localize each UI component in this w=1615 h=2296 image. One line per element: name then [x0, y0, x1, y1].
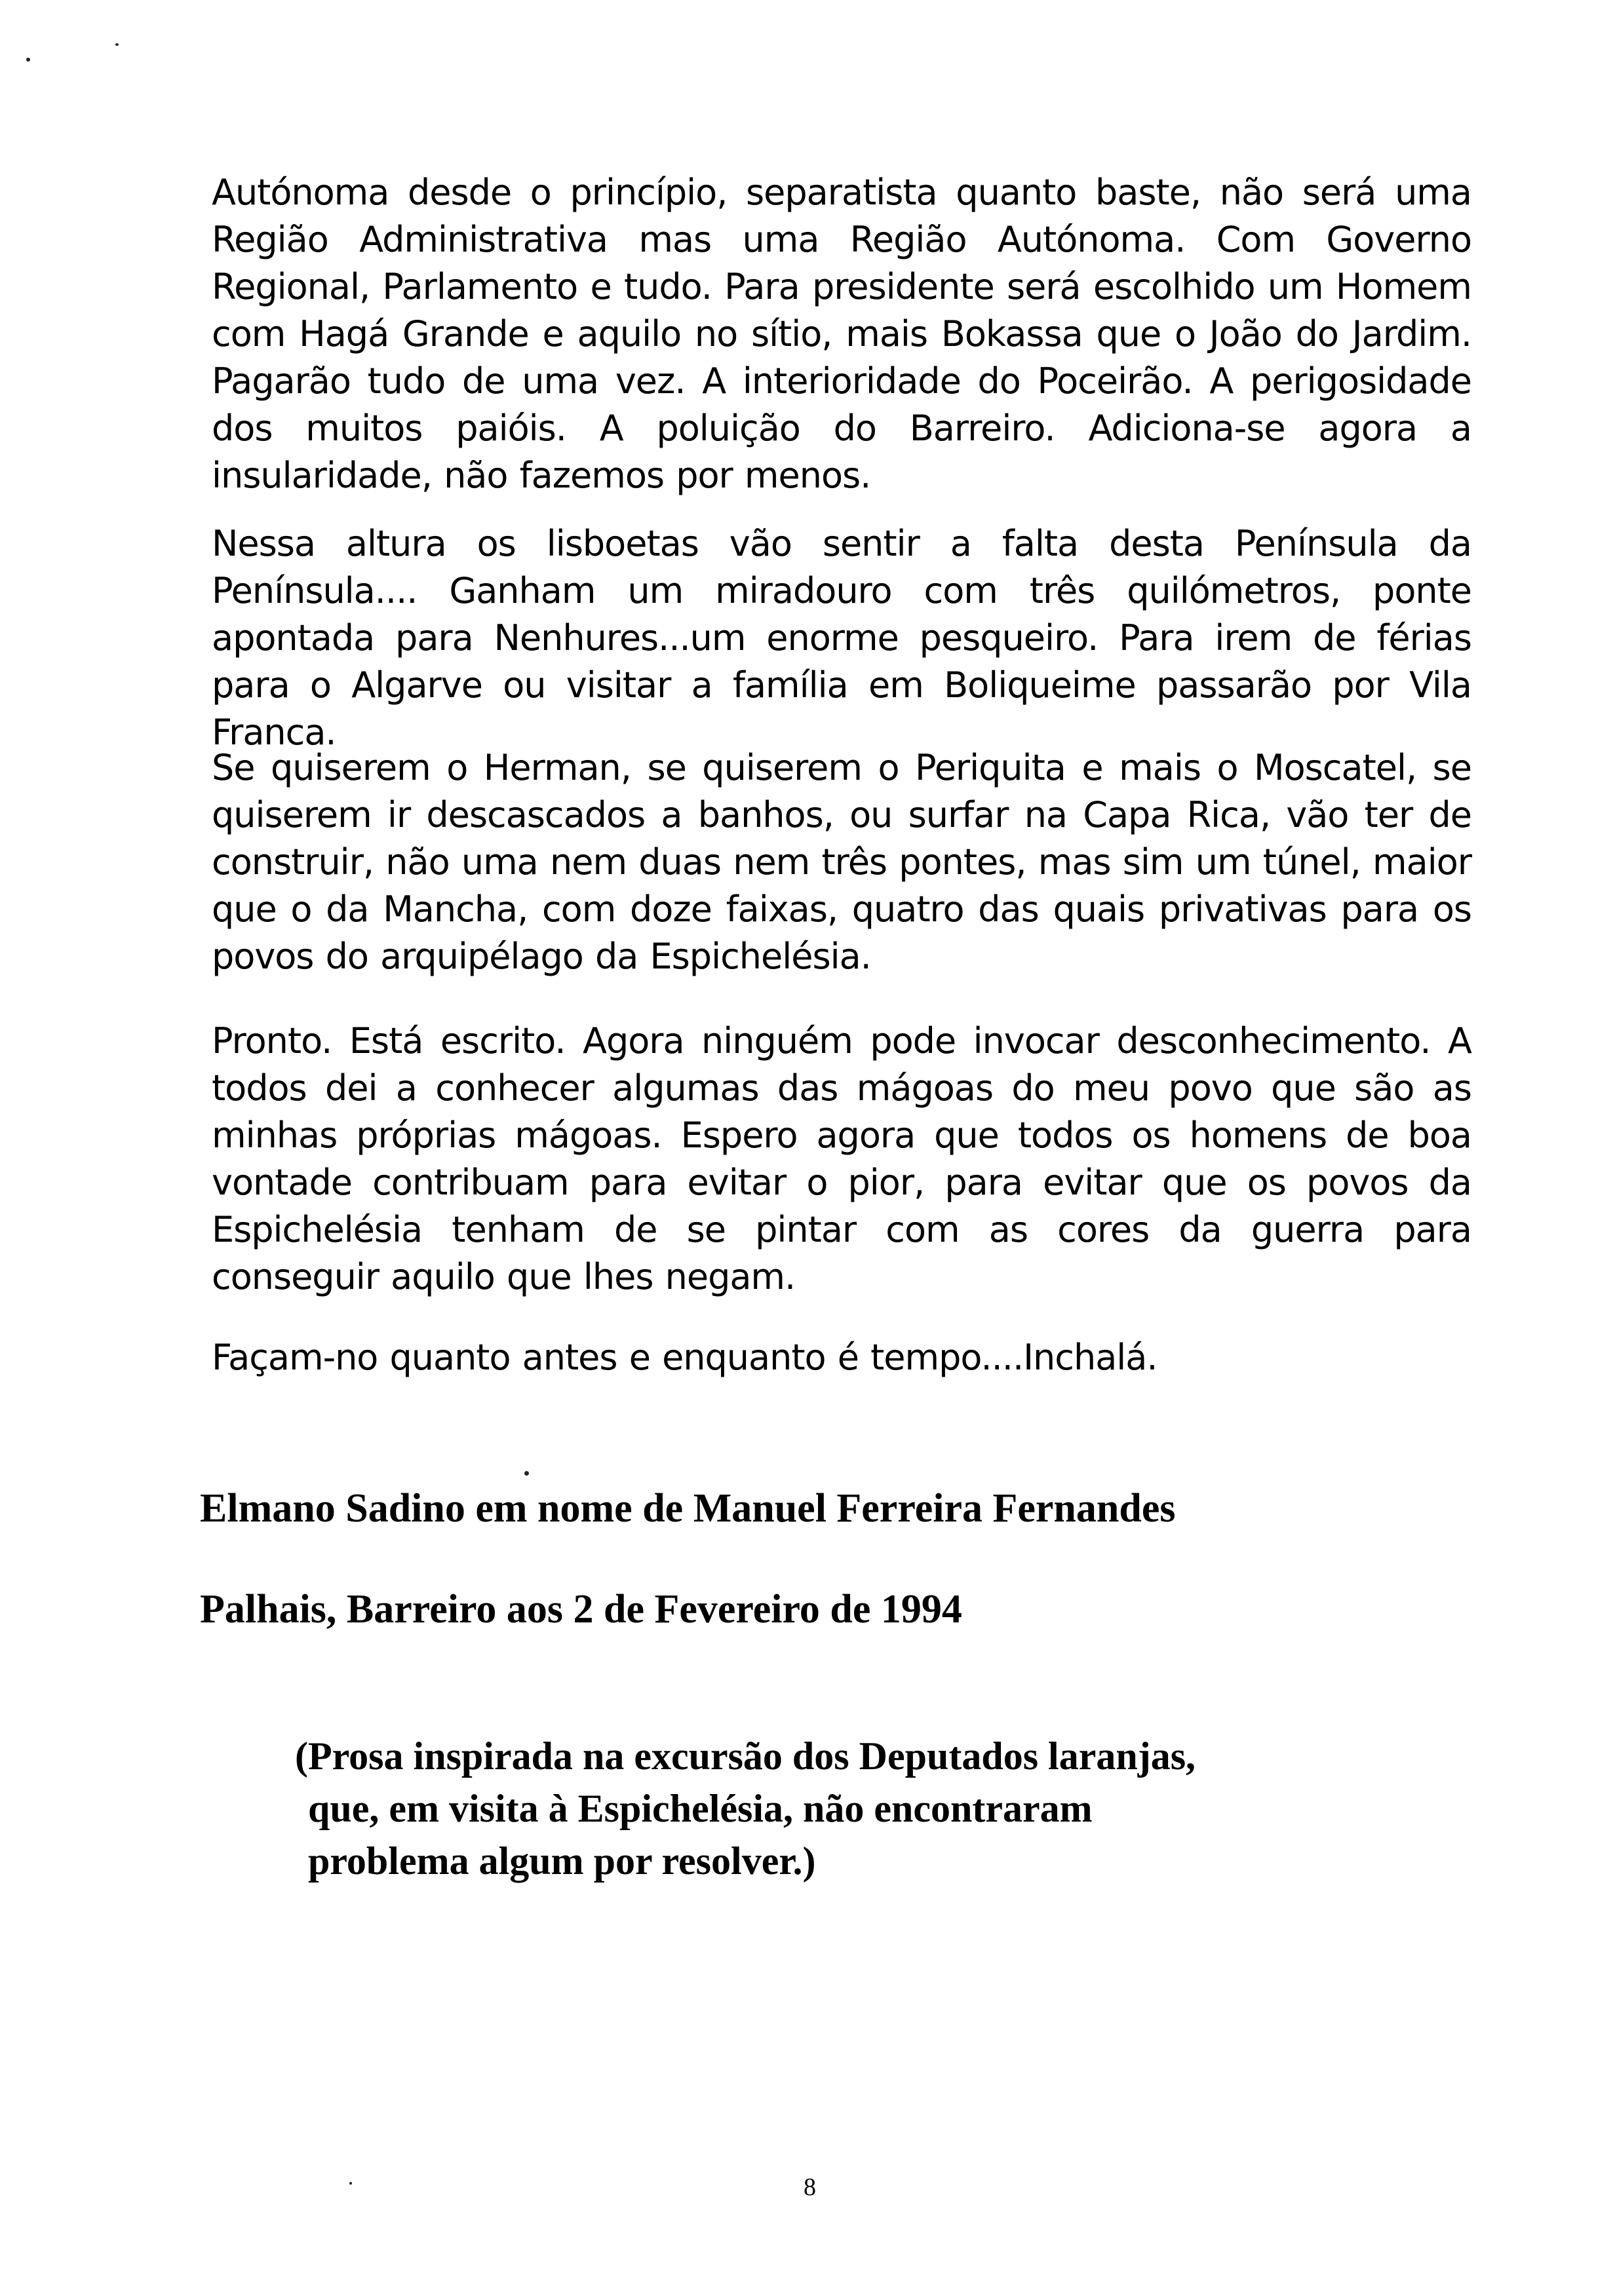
closing-note [295, 1730, 1196, 1887]
paragraph-declaration: Pronto. Está escrito. Agora ninguém pode invocar desconhecimento. A todos dei a conhecer algumas das mágoas do meu povo que são as minhas próprias mágoas. Espero agora que todos os homens de boa vontade contribuam para evitar o pior, para evitar que os povos da Espichelésia tenham de se pintar com as cores da guerra para conseguir aquilo que lhes negam. [212, 1020, 1471, 1297]
signature-place-date-line: Palhais, Barreiro aos 2 de Fevereiro de 1994 [200, 1587, 962, 1632]
closing-note-line: que, em visita à Espichelésia, não encontraram [308, 1787, 1093, 1830]
page-number: 8 [804, 2173, 816, 2201]
paragraph-regional-autonomy: Autónoma desde o princípio, separatista quanto baste, não será uma Região Administrativa mas uma Região Autónoma. Com Governo Regional, Parlamento e tudo. Para presidente será escolhido um Homem com Hagá Grande e aquilo no sítio, mais Bokassa que o João do Jardim. Pagarão tudo de uma vez. A interioridade do Poceirão. A perigosidade dos muitos paióis. A poluição do Barreiro. Adiciona-se agora a insularidade, não fazemos por menos. [212, 172, 1471, 496]
scan-speck [524, 1471, 529, 1476]
scan-speck [26, 58, 30, 62]
scan-speck [115, 43, 119, 46]
paragraph-lisbon-loss: Nessa altura os lisboetas vão sentir a falta desta Península da Península.... Ganham um miradouro com três quilómetros, ponte apontada para Nenhures...um enorme pesqueiro. Para irem de férias para o Algarve ou visitar a família em Boliqueime passarão por Vila Franca. [212, 523, 1471, 753]
signature-author-line: Elmano Sadino em nome de Manuel Ferreira Fernandes [200, 1486, 1176, 1531]
paragraph-tunnel-demand: Se quiserem o Herman, se quiserem o Periquita e mais o Moscatel, se quiserem ir descascados a banhos, ou surfar na Capa Rica, vão ter de construir, não uma nem duas nem três pontes, mas sim um túnel, maior que o da Mancha, com doze faixas, quatro das quais privativas para os povos do arquipélago da Espichelésia. [212, 747, 1471, 977]
closing-note-line: problema algum por resolver.) [308, 1839, 816, 1883]
closing-note-line: (Prosa inspirada na excursão dos Deputados laranjas, [295, 1734, 1196, 1778]
scan-speck [349, 2182, 352, 2185]
paragraph-closing-plea: Façam-no quanto antes e enquanto é tempo....Inchalá. [212, 1337, 1158, 1378]
